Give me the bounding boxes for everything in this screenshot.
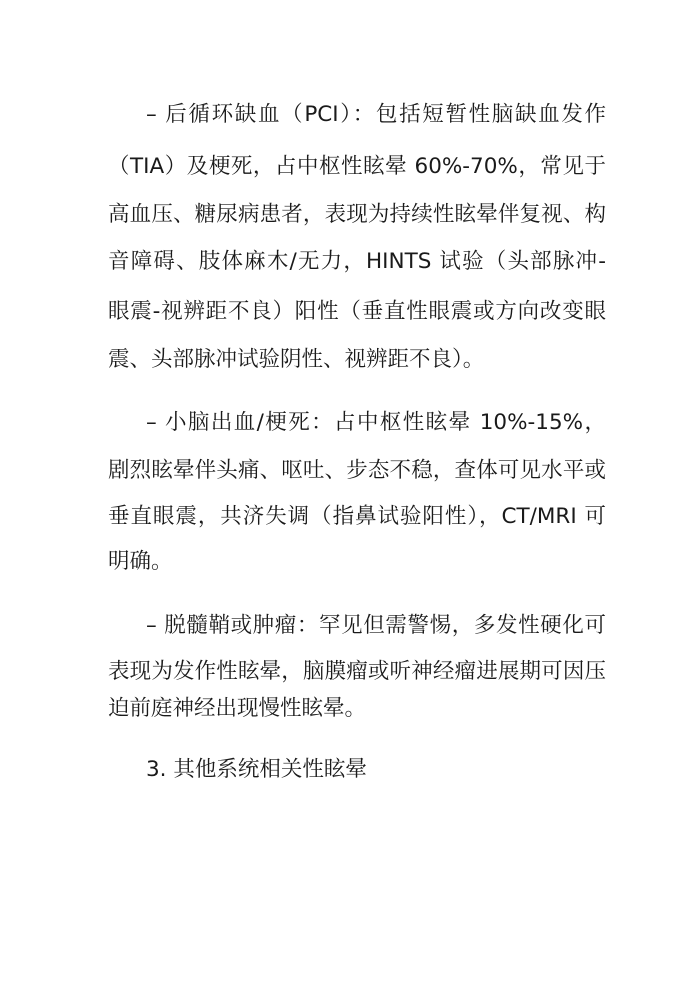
paragraph-2-line-1: – 小脑出血/梗死：占中枢性眩晕 10%-15%， <box>146 410 606 435</box>
paragraph-1-line-6: 震、头部脉冲试验阴性、视辨距不良）。 <box>108 347 485 372</box>
paragraph-1-line-5: 眼震-视辨距不良）阳性（垂直性眼震或方向改变眼 <box>108 299 606 324</box>
section-heading: 3. 其他系统相关性眩晕 <box>146 757 367 782</box>
paragraph-1-line-4: 音障碍、肢体麻木/无力，HINTS 试验（头部脉冲- <box>108 249 606 274</box>
paragraph-1-line-3: 高血压、糖尿病患者，表现为持续性眩晕伴复视、构 <box>108 202 606 227</box>
paragraph-3-line-3: 迫前庭神经出现慢性眩晕。 <box>108 696 367 721</box>
paragraph-3-line-1: – 脱髓鞘或肿瘤：罕见但需警惕，多发性硬化可 <box>146 613 606 638</box>
paragraph-3-line-2: 表现为发作性眩晕，脑膜瘤或听神经瘤进展期可因压 <box>108 659 606 684</box>
paragraph-2-line-3: 垂直眼震，共济失调（指鼻试验阳性），CT/MRI 可 <box>108 504 606 529</box>
paragraph-2-line-2: 剧烈眩晕伴头痛、呕吐、步态不稳，查体可见水平或 <box>108 458 606 483</box>
paragraph-1-line-1: – 后循环缺血（PCI）：包括短暂性脑缺血发作 <box>146 102 606 127</box>
paragraph-2-line-4: 明确。 <box>108 549 173 574</box>
paragraph-1-line-2: （TIA）及梗死，占中枢性眩晕 60%-70%，常见于 <box>108 154 606 179</box>
